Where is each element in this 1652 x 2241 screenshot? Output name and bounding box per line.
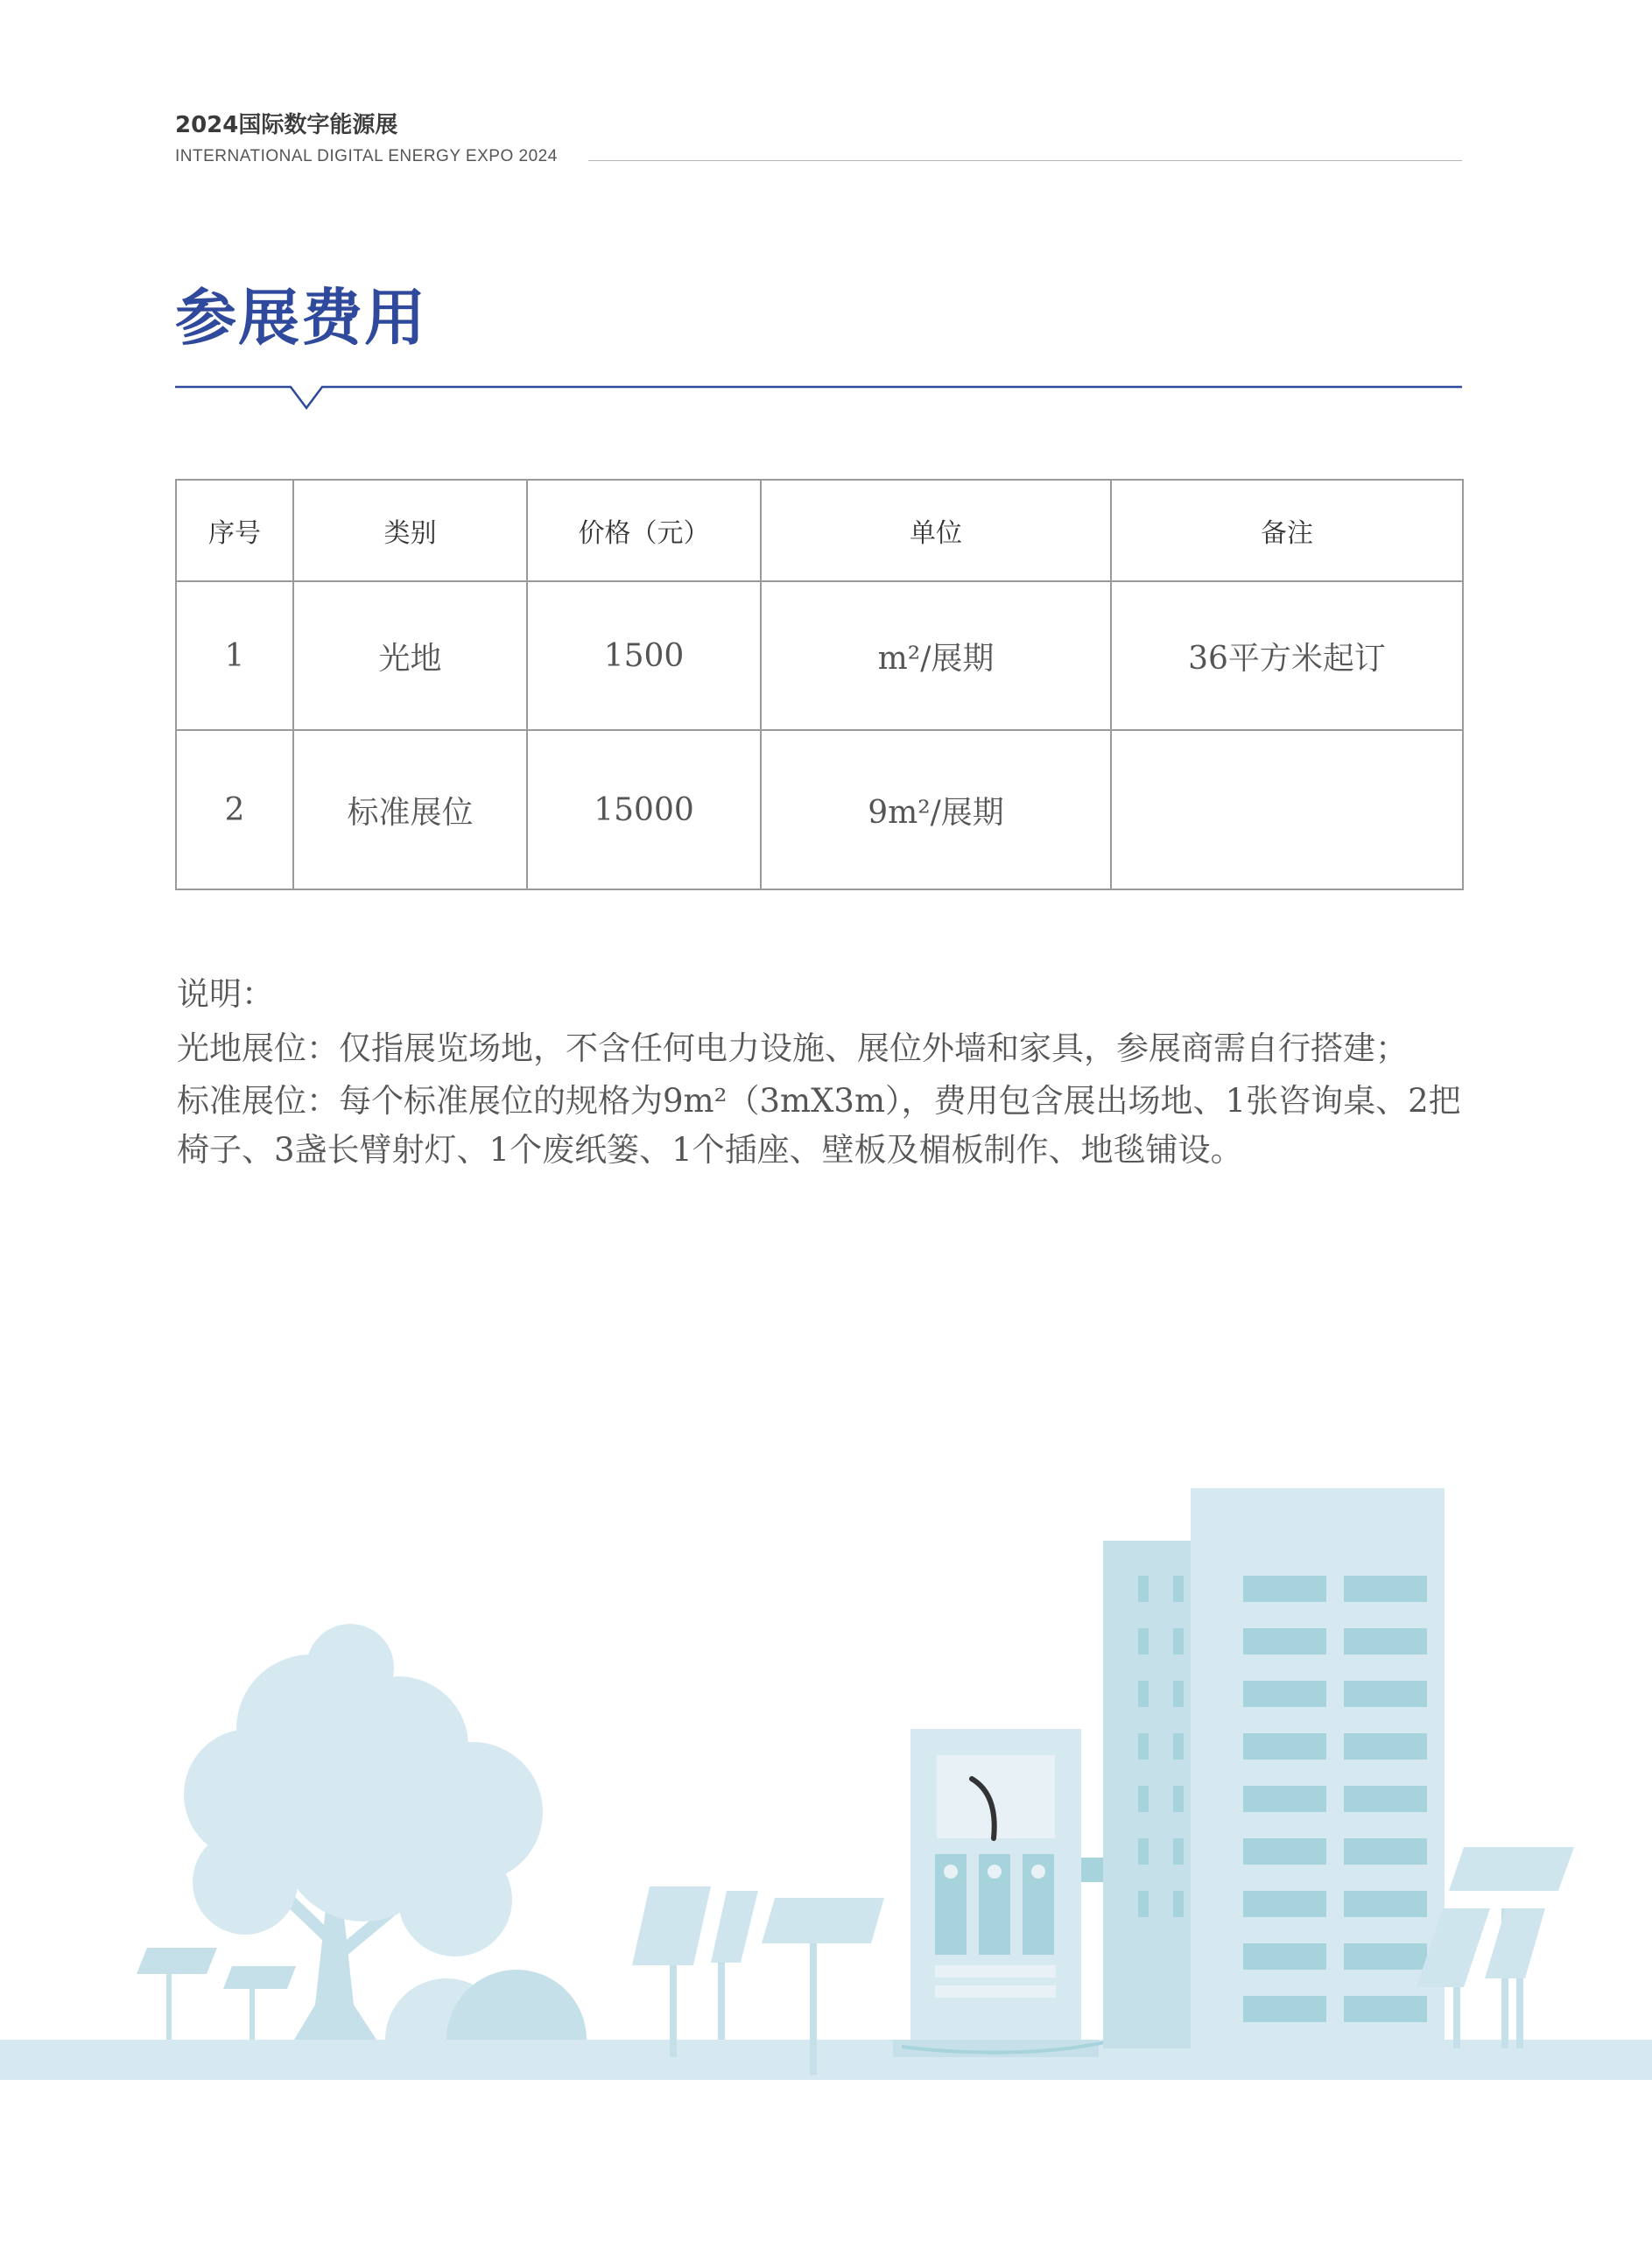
cell-unit: m²/展期 (761, 581, 1111, 730)
fee-table (175, 479, 1464, 890)
notes-heading: 说明： (177, 975, 274, 1013)
header-cell-price: 价格（元） (527, 480, 761, 581)
notes-section (177, 970, 1473, 1175)
energy-city-illustration (0, 1453, 1652, 2136)
cell-price: 15000 (527, 730, 761, 889)
note-item: 标准展位：每个标准展位的规格为9m²（3mX3m），费用包含展出场地、1张咨询桌、2把椅子、3盏长臂射灯、1个废纸篓、1个插座、壁板及楣板制作、地毯铺设。 (177, 1082, 1461, 1169)
cell-index: 1 (176, 581, 293, 730)
note-item: 光地展位：仅指展览场地，不含任何电力设施、展位外墙和家具，参展商需自行搭建； (177, 1029, 1408, 1067)
section-title: 参展费用 (175, 282, 427, 354)
cell-category: 标准展位 (293, 730, 527, 889)
cell-category: 光地 (293, 581, 527, 730)
expo-subtitle: INTERNATIONAL DIGITAL ENERGY EXPO 2024 (175, 147, 558, 165)
cell-remark (1111, 730, 1463, 889)
expo-title: 2024国际数字能源展 (175, 112, 398, 138)
cell-price: 1500 (527, 581, 761, 730)
header-cell-remark: 备注 (1111, 480, 1463, 581)
table-header-row (176, 480, 1463, 581)
cell-index: 2 (176, 730, 293, 889)
building-icon (1103, 1488, 1445, 2048)
header-cell-index: 序号 (176, 480, 293, 581)
cell-unit: 9m²/展期 (761, 730, 1111, 889)
solar-panel-icon (137, 1948, 296, 2040)
table-row (176, 581, 1463, 730)
title-underline (175, 385, 1462, 411)
header-cell-unit: 单位 (761, 480, 1111, 581)
cell-remark: 36平方米起订 (1111, 581, 1463, 730)
page-header (175, 110, 558, 166)
header-divider (588, 160, 1462, 161)
header-cell-category: 类别 (293, 480, 527, 581)
table-row (176, 730, 1463, 889)
